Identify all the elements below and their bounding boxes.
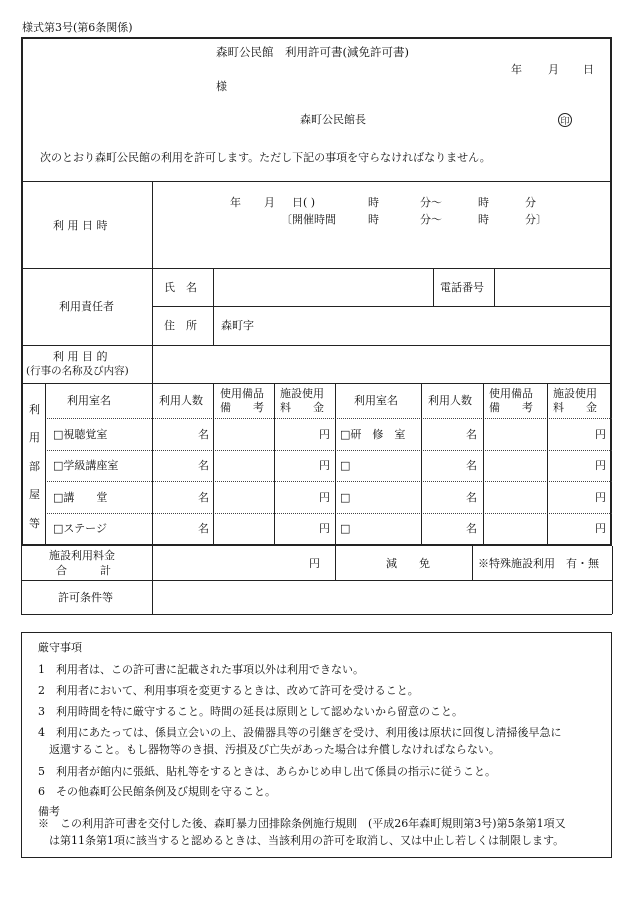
rule-item-4: 4 利用にあたっては、係員立会いの上、設備器具等の引継ぎを受け、利用後は原状に回復し清掃後早急に: [38, 726, 562, 739]
rooms-side-label-2: 用: [29, 431, 40, 444]
fee-unit-left-2: 円: [319, 459, 330, 472]
name-label: 氏 名: [164, 281, 197, 294]
exemption-label: 減 免: [386, 557, 430, 570]
room-right-3: □: [340, 491, 351, 504]
address-label: 住 所: [164, 319, 197, 332]
dt-month: 月: [264, 196, 275, 209]
header-fee-right-1: 施設使用: [553, 387, 597, 400]
eh-min-to: 分〕: [525, 213, 547, 226]
purpose-sublabel: (行事の名称及び内容): [26, 365, 129, 377]
form-title: 森町公民館 利用許可書(減免許可書): [216, 45, 409, 59]
rooms-side-label-3: 部: [29, 460, 40, 473]
eh-hour-to: 時: [478, 213, 489, 226]
note-heading: 備考: [38, 805, 60, 818]
room-left-1: □視聴覚室: [53, 428, 108, 441]
fee-unit-right-4: 円: [595, 522, 606, 535]
dt-year: 年: [230, 196, 241, 209]
phone-label: 電話番号: [440, 281, 484, 294]
date-year: 年: [511, 63, 522, 76]
date-month: 月: [548, 63, 559, 76]
room-right-1: □研 修 室: [340, 428, 406, 441]
eh-min-from: 分～: [420, 213, 442, 226]
room-left-4: □ステージ: [53, 522, 107, 535]
eh-hour-from: 時: [368, 213, 379, 226]
rooms-side-label-4: 屋: [29, 488, 40, 501]
fee-unit-left-1: 円: [319, 428, 330, 441]
seal-mark: 印: [558, 113, 572, 127]
rule-item-6: 6 その他森町公民館条例及び規則を守ること。: [38, 785, 276, 798]
room-right-2: □: [340, 459, 351, 472]
fee-unit-right-3: 円: [595, 491, 606, 504]
address-value: 森町字: [221, 319, 254, 332]
count-unit-left-3: 名: [198, 491, 209, 504]
room-right-4: □: [340, 522, 351, 535]
count-unit-right-2: 名: [466, 459, 477, 472]
rules-heading: 厳守事項: [38, 641, 82, 654]
header-fee-left-1: 施設使用: [280, 387, 324, 400]
rule-item-3: 3 利用時間を特に厳守すること。時間の延長は原則として認めないから留意のこと。: [38, 705, 463, 718]
dt-hour-from: 時: [368, 196, 379, 209]
responsible-label: 利用責任者: [59, 300, 114, 313]
header-equipment-left-2: 備 考: [220, 401, 264, 414]
header-equipment-right-2: 備 考: [489, 401, 533, 414]
total-unit: 円: [309, 557, 320, 570]
special-facility-use: ※特殊施設利用 有・無: [478, 557, 599, 570]
purpose-label: 利 用 目 的: [53, 350, 108, 363]
rooms-side-label-1: 利: [29, 403, 40, 416]
count-unit-left-1: 名: [198, 428, 209, 441]
count-unit-right-1: 名: [466, 428, 477, 441]
issuer-name: 森町公民館長: [300, 113, 366, 126]
permit-statement: 次のとおり森町公民館の利用を許可します。ただし下記の事項を守らなければなりません。: [40, 151, 491, 164]
event-hours-label: 〔開催時間: [281, 213, 336, 226]
rule-item-5: 5 利用者が館内に張紙、貼札等をするときは、あらかじめ申し出て係員の指示に従うこと。: [38, 765, 496, 778]
header-fee-right-2: 料 金: [553, 401, 597, 414]
fee-unit-left-3: 円: [319, 491, 330, 504]
form-number: 様式第3号(第6条関係): [22, 21, 133, 34]
addressee-suffix: 様: [216, 80, 227, 93]
rule-item-1: 1 利用者は、この許可書に記載された事項以外は利用できない。: [38, 663, 364, 676]
note-line-1: ※ この利用許可書を交付した後、森町暴力団排除条例施行規則 (平成26年森町規則第3号)第5条第1項又: [38, 817, 566, 830]
note-line-2: は第11条第1項に該当すると認めるときは、当該利用の許可を取消し、又は中止し若しくは制限します。: [38, 834, 565, 847]
usage-datetime-label: 利 用 日 時: [53, 219, 108, 232]
header-equipment-right-1: 使用備品: [489, 387, 533, 400]
header-count-left: 利用人数: [159, 394, 203, 407]
count-unit-right-3: 名: [466, 491, 477, 504]
count-unit-right-4: 名: [466, 522, 477, 535]
dt-min-from: 分～: [420, 196, 442, 209]
header-room-left: 利用室名: [67, 394, 111, 407]
date-day: 日: [583, 63, 594, 76]
rooms-side-label-5: 等: [29, 517, 40, 530]
room-left-3: □講 堂: [53, 491, 108, 504]
dt-day: 日( ): [292, 196, 316, 209]
conditions-label: 許可条件等: [58, 591, 113, 604]
total-sublabel: 合 計: [56, 564, 111, 577]
rule-item-4-cont: 返還すること。もし器物等のき損、汚損及び亡失があった場合は弁償しなければならない。: [38, 743, 500, 756]
fee-unit-right-1: 円: [595, 428, 606, 441]
fee-unit-right-2: 円: [595, 459, 606, 472]
dt-min-to: 分: [525, 196, 536, 209]
fee-unit-left-4: 円: [319, 522, 330, 535]
dt-hour-to: 時: [478, 196, 489, 209]
room-left-2: □学級講座室: [53, 459, 119, 472]
header-fee-left-2: 料 金: [280, 401, 324, 414]
header-count-right: 利用人数: [428, 394, 472, 407]
count-unit-left-2: 名: [198, 459, 209, 472]
header-room-right: 利用室名: [354, 394, 398, 407]
total-label: 施設利用料金: [49, 549, 115, 562]
rule-item-2: 2 利用者において、利用事項を変更するときは、改めて許可を受けること。: [38, 684, 419, 697]
header-equipment-left-1: 使用備品: [220, 387, 264, 400]
count-unit-left-4: 名: [198, 522, 209, 535]
